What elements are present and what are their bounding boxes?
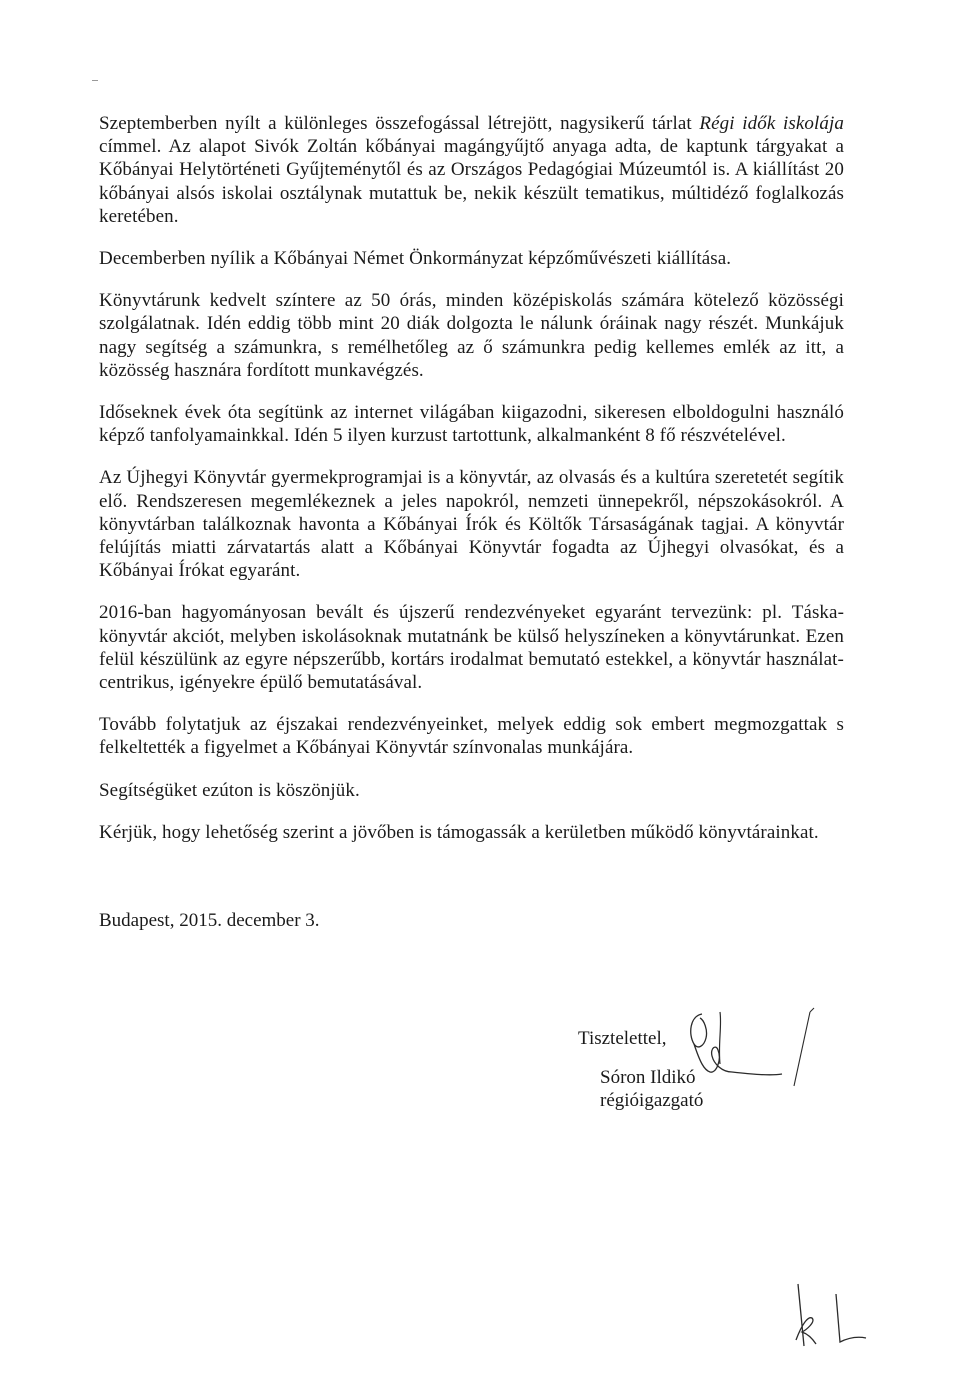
date-line: Budapest, 2015. december 3. [99,910,320,931]
paragraph-community-service: Könyvtárunk kedvelt színtere az 50 órás, minden középiskolás számára kötelező közösségi szolgálatnak. Idén eddig több mint 20 diák dolgozta le nálunk óráinak nagy részét. Munkájuk nagy segítség a számunkra, s remélhetőleg az ő számunkra pedig kellemes emlék az itt, a közösség hasznára fordított munkavégzés. [99,290,844,381]
paragraph-children-programs: Az Újhegyi Könyvtár gyermekprogramjai is a könyvtár, az olvasás és a kultúra szeretetét segítik elő. Rendszeresen megemlékeznek a jeles napokról, nemzeti ünnepekről, népszokásokról. A könyvtárban találkoznak havonta a Kőbányai Írók és Költők Társaságának tagjai. A könyvtár felújítás miatti zárvatartás alatt a Kőbányai Könyvtár fogadta az Újhegyi olvasókat, és a Kőbányai Írókat egyaránt. [99,467,844,582]
paragraph-december-exhibition: Decemberben nyílik a Kőbányai Német Önkormányzat képzőművészeti kiállítása. [99,248,732,270]
paragraph-exhibition-rest: címmel. Az alapot Sivók Zoltán kőbányai magángyűjtő anyaga adta, de kaptunk tárgyakat a Kőbányai Helytörténeti Gyűjteménytől és az Országos Pedagógiai Múzeumtól is. A kiállítást 20 kőbányai alsós iskolai osztálynak mutattuk be, nekik készült tematikus, múltidéző foglalkozás keretében. [99,136,844,227]
handwritten-initials [790,1280,870,1350]
letter-body [99,112,844,863]
paragraph-exhibition [99,112,844,228]
signer-title: régióigazgató [600,1090,704,1111]
paragraph-request: Kérjük, hogy lehetőség szerint a jövőben is támogassák a kerületben működő könyvtárainkat. [99,821,819,843]
paragraph-night-events: Tovább folytatjuk az éjszakai rendezvényeinket, melyek eddig sok embert megmozgattak s felkeltették a figyelmet a Kőbányai Könyvtár színvonalas munkájára. [99,714,844,759]
paragraph-exhibition-lead: Szeptemberben nyílt a különleges összefogással létrejött, nagysikerű tárlat [99,113,700,134]
exhibition-title: Régi idők iskolája [699,113,844,134]
paragraph-seniors-courses: Időseknek évek óta segítünk az internet világában kiigazodni, sikeresen elboldogulni használó képző tanfolyamainkkal. Idén 5 ilyen kurzust tartottunk, alkalmanként 8 fő részvételével. [99,402,844,447]
paragraph-thanks: Segítségüket ezúton is köszönjük. [99,779,360,801]
scan-mark [92,80,98,81]
paragraph-2016-plans: 2016-ban hagyományosan bevált és újszerű rendezvényeket egyaránt tervezünk: pl. Táska-könyvtár akciót, melyben iskolásoknak mutatnánk be külső helyszíneken a könyvtárunkat. Ezen felül készülünk az egyre népszerűbb, kortárs irodalmat bemutató estekkel, a könyvtár használat-centrikus, igényekre épülő bemutatásával. [99,602,844,694]
signer-name: Sóron Ildikó [600,1067,696,1088]
closing-salutation: Tisztelettel, [578,1028,667,1049]
